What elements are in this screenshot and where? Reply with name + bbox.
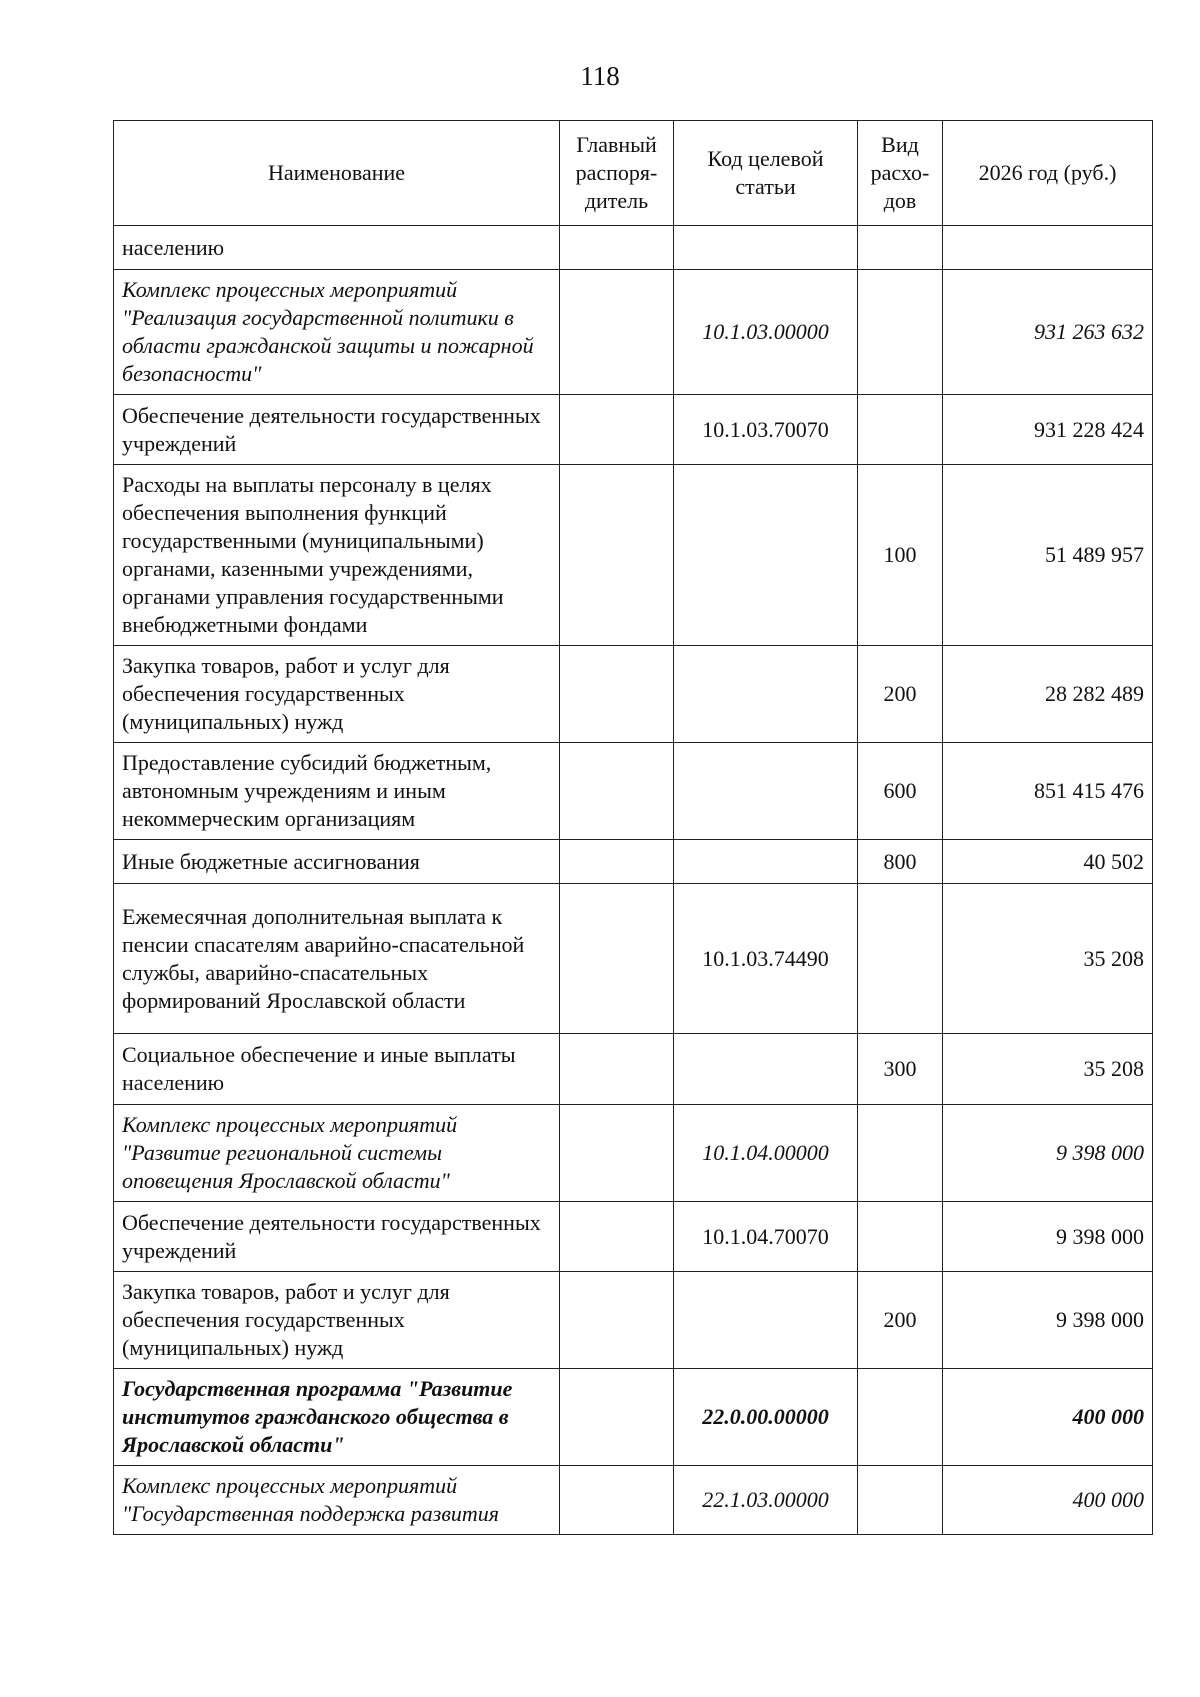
cell-type: 600 — [858, 743, 943, 840]
table-row — [114, 840, 1153, 884]
cell-amount: 9 398 000 — [943, 1202, 1153, 1272]
cell-name: Комплекс процессных мероприятий "Реализация государственной политики в области гражданской защиты и пожарной безопасности" — [114, 270, 560, 395]
cell-code: 22.0.00.00000 — [674, 1369, 858, 1466]
cell-amount: 40 502 — [943, 840, 1153, 884]
table-row — [114, 1272, 1153, 1369]
cell-manager — [560, 270, 674, 395]
cell-manager — [560, 1369, 674, 1466]
cell-manager — [560, 743, 674, 840]
header-name: Наименование — [114, 121, 560, 226]
cell-name: Комплекс процессных мероприятий "Государственная поддержка развития — [114, 1466, 560, 1535]
cell-code — [674, 1272, 858, 1369]
cell-code: 10.1.04.70070 — [674, 1202, 858, 1272]
cell-amount: 400 000 — [943, 1466, 1153, 1535]
cell-manager — [560, 1202, 674, 1272]
cell-name: Иные бюджетные ассигнования — [114, 840, 560, 884]
cell-code: 10.1.03.00000 — [674, 270, 858, 395]
cell-name: Социальное обеспечение и иные выплаты населению — [114, 1034, 560, 1105]
cell-name: Обеспечение деятельности государственных учреждений — [114, 1202, 560, 1272]
table-row — [114, 1034, 1153, 1105]
cell-code — [674, 646, 858, 743]
table-row — [114, 1105, 1153, 1202]
cell-manager — [560, 226, 674, 270]
cell-amount: 9 398 000 — [943, 1105, 1153, 1202]
cell-name: населению — [114, 226, 560, 270]
cell-manager — [560, 1272, 674, 1369]
table-row — [114, 465, 1153, 646]
table-row — [114, 270, 1153, 395]
cell-name: Расходы на выплаты персоналу в целях обеспечения выполнения функций государственными (муниципальными) органами, казенными учреждениями, органами управления государственными внебюджетными фондами — [114, 465, 560, 646]
table-row — [114, 1369, 1153, 1466]
budget-table — [113, 120, 1153, 1535]
cell-manager — [560, 840, 674, 884]
cell-manager — [560, 884, 674, 1034]
cell-name: Ежемесячная дополнительная выплата к пенсии спасателям аварийно-спасательной службы, аварийно-спасательных формирований Ярославской области — [114, 884, 560, 1034]
cell-amount — [943, 226, 1153, 270]
header-type: Вид расхо-дов — [858, 121, 943, 226]
table-row — [114, 1202, 1153, 1272]
cell-name: Предоставление субсидий бюджетным, автономным учреждениям и иным некоммерческим организациям — [114, 743, 560, 840]
cell-manager — [560, 1466, 674, 1535]
cell-type: 300 — [858, 1034, 943, 1105]
cell-name: Закупка товаров, работ и услуг для обеспечения государственных (муниципальных) нужд — [114, 646, 560, 743]
cell-type — [858, 395, 943, 465]
cell-type — [858, 270, 943, 395]
table-row — [114, 884, 1153, 1034]
cell-manager — [560, 465, 674, 646]
cell-code: 10.1.03.74490 — [674, 884, 858, 1034]
cell-manager — [560, 1034, 674, 1105]
cell-name: Государственная программа "Развитие институтов гражданского общества в Ярославской области" — [114, 1369, 560, 1466]
cell-code: 22.1.03.00000 — [674, 1466, 858, 1535]
cell-amount: 400 000 — [943, 1369, 1153, 1466]
table-row — [114, 743, 1153, 840]
cell-amount: 931 263 632 — [943, 270, 1153, 395]
cell-manager — [560, 395, 674, 465]
cell-name: Закупка товаров, работ и услуг для обеспечения государственных (муниципальных) нужд — [114, 1272, 560, 1369]
cell-code — [674, 1034, 858, 1105]
cell-amount: 35 208 — [943, 884, 1153, 1034]
cell-type — [858, 1202, 943, 1272]
cell-amount: 931 228 424 — [943, 395, 1153, 465]
cell-amount: 28 282 489 — [943, 646, 1153, 743]
cell-amount: 851 415 476 — [943, 743, 1153, 840]
cell-code: 10.1.04.00000 — [674, 1105, 858, 1202]
cell-type: 800 — [858, 840, 943, 884]
table-row — [114, 226, 1153, 270]
cell-manager — [560, 646, 674, 743]
cell-type: 200 — [858, 646, 943, 743]
table-row — [114, 1466, 1153, 1535]
cell-amount: 9 398 000 — [943, 1272, 1153, 1369]
cell-code — [674, 743, 858, 840]
cell-type — [858, 1369, 943, 1466]
table-row — [114, 646, 1153, 743]
page-number: 118 — [580, 61, 620, 91]
cell-type — [858, 1105, 943, 1202]
table-row — [114, 395, 1153, 465]
cell-code — [674, 226, 858, 270]
cell-amount: 51 489 957 — [943, 465, 1153, 646]
cell-type: 100 — [858, 465, 943, 646]
table-body — [114, 226, 1153, 1535]
cell-name: Комплекс процессных мероприятий "Развитие региональной системы оповещения Ярославской области" — [114, 1105, 560, 1202]
header-manager: Главный распоря-дитель — [560, 121, 674, 226]
cell-type — [858, 226, 943, 270]
cell-amount: 35 208 — [943, 1034, 1153, 1105]
cell-code: 10.1.03.70070 — [674, 395, 858, 465]
cell-name: Обеспечение деятельности государственных учреждений — [114, 395, 560, 465]
cell-code — [674, 840, 858, 884]
table-header-row — [114, 121, 1153, 226]
cell-type — [858, 884, 943, 1034]
cell-type: 200 — [858, 1272, 943, 1369]
cell-manager — [560, 1105, 674, 1202]
header-amount: 2026 год (руб.) — [943, 121, 1153, 226]
cell-type — [858, 1466, 943, 1535]
header-code: Код целевой статьи — [674, 121, 858, 226]
cell-code — [674, 465, 858, 646]
